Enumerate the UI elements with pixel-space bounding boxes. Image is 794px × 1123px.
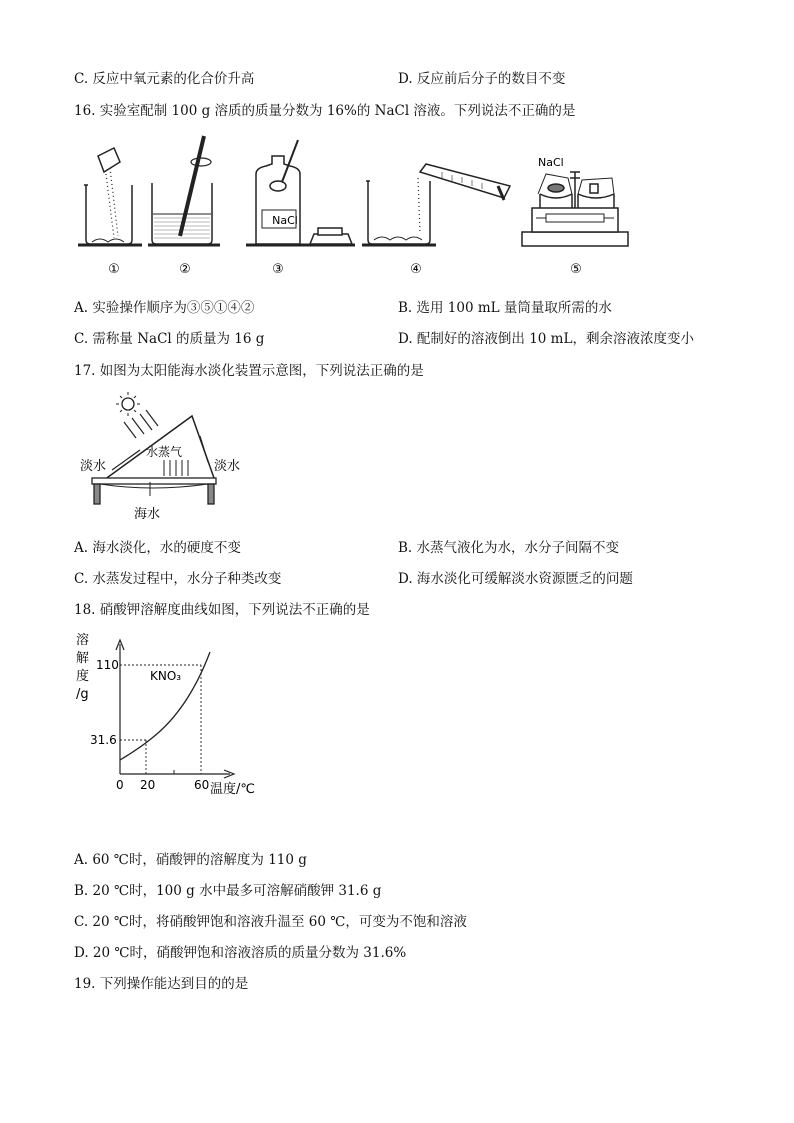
q18-option-b: B. 20 ℃时，100 g 水中最多可溶解硝酸钾 31.6 g [74, 883, 382, 899]
figure-label-2: ② [179, 262, 191, 277]
figure-label-3: ③ [272, 262, 284, 277]
ylabel-char-3: 度 [76, 669, 90, 684]
y-tick-110: 110 [96, 658, 119, 672]
vapor-label: 水蒸气 [146, 445, 183, 459]
ylabel-char-2: 解 [76, 651, 90, 666]
q17-option-a: A. 海水淡化，水的硬度不变 [74, 540, 241, 556]
x-tick-0: 0 [116, 778, 124, 792]
q16-option-b: B. 选用 100 mL 量筒量取所需的水 [398, 300, 612, 316]
nacl-bottle-label: NaCl [272, 214, 298, 227]
ylabel-char-4: /g [76, 687, 89, 702]
x-tick-60: 60 [194, 778, 210, 792]
nacl-balance-label: NaCl [538, 156, 564, 169]
q17-stem: 17. 如图为太阳能海水淡化装置示意图，下列说法正确的是 [74, 363, 424, 379]
q16-option-d: D. 配制好的溶液倒出 10 mL，剩余溶液浓度变小 [398, 331, 694, 347]
q17-option-c: C. 水蒸发过程中，水分子种类改变 [74, 571, 282, 587]
fresh-water-right-label: 淡水 [214, 459, 241, 474]
q17-option-b: B. 水蒸气液化为水，水分子间隔不变 [398, 540, 620, 556]
solar-desalination-figure [72, 388, 252, 524]
sea-water-label: 海水 [134, 507, 161, 522]
x-tick-20: 20 [140, 778, 156, 792]
q16-option-a: A. 实验操作顺序为③⑤①④② [74, 300, 255, 316]
q18-stem: 18. 硝酸钾溶解度曲线如图，下列说法不正确的是 [74, 602, 370, 618]
sun-icon [122, 398, 134, 410]
fresh-water-left-label: 淡水 [80, 459, 107, 474]
q16-option-c: C. 需称量 NaCl 的质量为 16 g [74, 331, 265, 347]
q19-stem: 19. 下列操作能达到目的的是 [74, 976, 249, 992]
q18-option-d: D. 20 ℃时，硝酸钾饱和溶液溶质的质量分数为 31.6% [74, 945, 407, 961]
xlabel: 温度/℃ [210, 782, 255, 797]
q15-option-c: C. 反应中氧元素的化合价升高 [74, 71, 255, 87]
figure-label-5: ⑤ [570, 262, 582, 277]
q17-option-d: D. 海水淡化可缓解淡水资源匮乏的问题 [398, 571, 633, 587]
ylabel-char-1: 溶 [76, 633, 90, 648]
q18-option-c: C. 20 ℃时，将硝酸钾饱和溶液升温至 60 ℃，可变为不饱和溶液 [74, 914, 467, 930]
q16-experiment-figure [70, 128, 650, 280]
kno3-solubility-chart [70, 628, 270, 804]
kno3-series-label: KNO₃ [150, 669, 182, 683]
q16-stem: 16. 实验室配制 100 g 溶质的质量分数为 16%的 NaCl 溶液。下列说法不正确的是 [74, 103, 576, 119]
q18-option-a: A. 60 ℃时，硝酸钾的溶解度为 110 g [74, 852, 307, 868]
y-tick-31-6: 31.6 [90, 733, 117, 747]
figure-label-4: ④ [410, 262, 422, 277]
figure-label-1: ① [108, 262, 120, 277]
q15-option-d: D. 反应前后分子的数目不变 [398, 71, 566, 87]
